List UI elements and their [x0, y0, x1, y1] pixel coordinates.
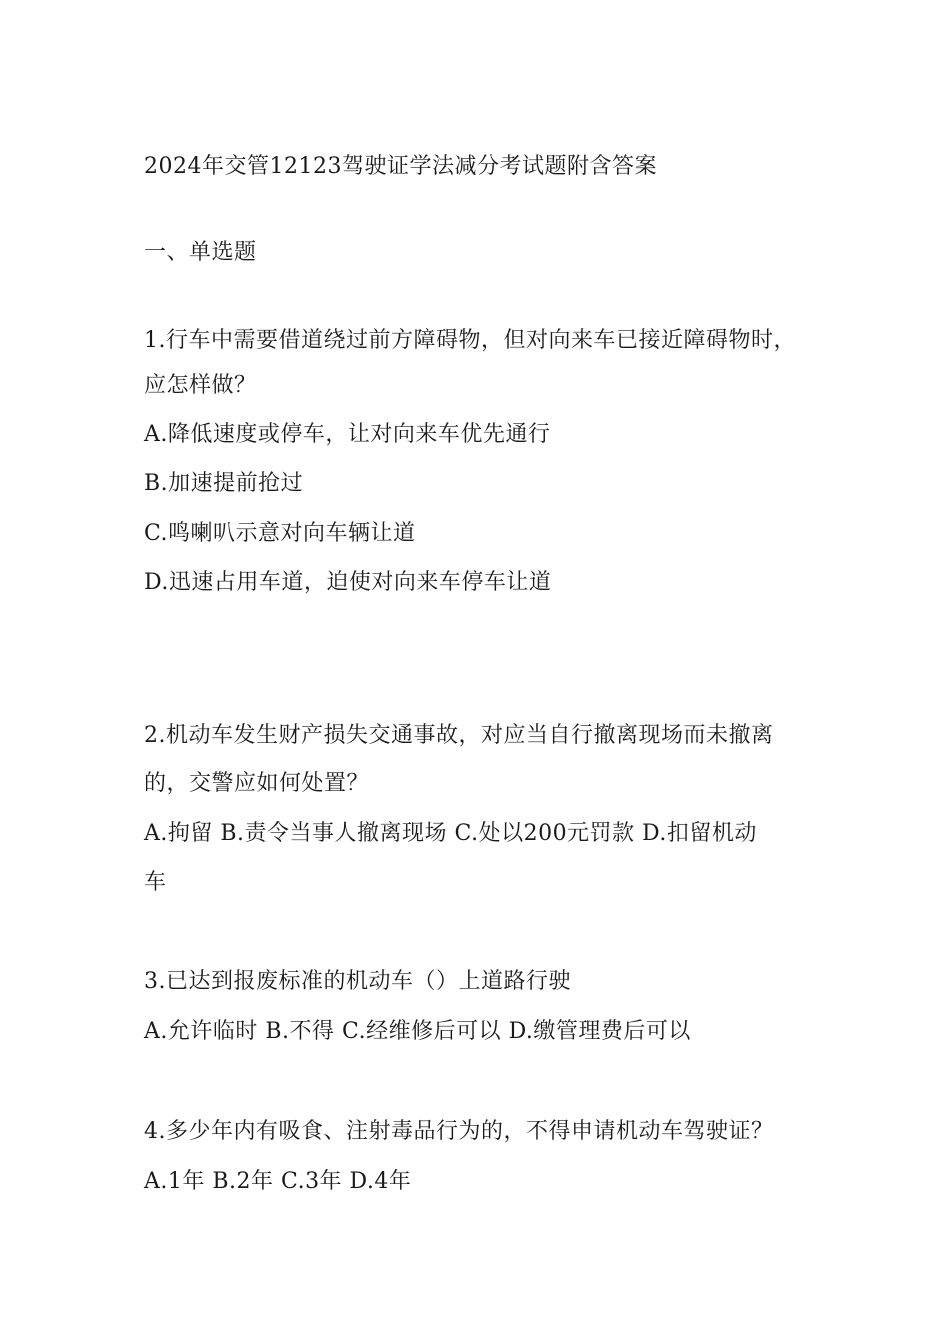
option-line: A.拘留 B.责令当事人撤离现场 C.处以200元罚款 D.扣留机动	[144, 821, 757, 846]
option-line: D.迅速占用车道，迫使对向来车停车让道	[144, 570, 552, 595]
option-line: C.鸣喇叭示意对向车辆让道	[144, 521, 416, 546]
question-stem-line: 的，交警应如何处置？	[144, 771, 370, 796]
option-line: 车	[144, 870, 167, 895]
question-stem-line: 4.多少年内有吸食、注射毒品行为的，不得申请机动车驾驶证？	[144, 1119, 774, 1144]
option-line: B.加速提前抢过	[144, 471, 304, 496]
document-title: 2024年交管12123驾驶证学法减分考试题附含答案	[144, 154, 657, 179]
option-line: A.降低速度或停车，让对向来车优先通行	[144, 422, 551, 447]
question-stem-line: 应怎样做？	[144, 373, 257, 398]
option-line: A.1年 B.2年 C.3年 D.4年	[144, 1169, 412, 1194]
question-stem-line: 1.行车中需要借道绕过前方障碍物，但对向来车已接近障碍物时，	[144, 328, 796, 353]
question-stem-line: 2.机动车发生财产损失交通事故，对应当自行撤离现场而未撤离	[144, 723, 774, 748]
section-heading: 一、单选题	[144, 240, 257, 265]
question-stem-line: 3.已达到报废标准的机动车（）上道路行驶	[144, 969, 571, 994]
option-line: A.允许临时 B.不得 C.经维修后可以 D.缴管理费后可以	[144, 1019, 691, 1044]
